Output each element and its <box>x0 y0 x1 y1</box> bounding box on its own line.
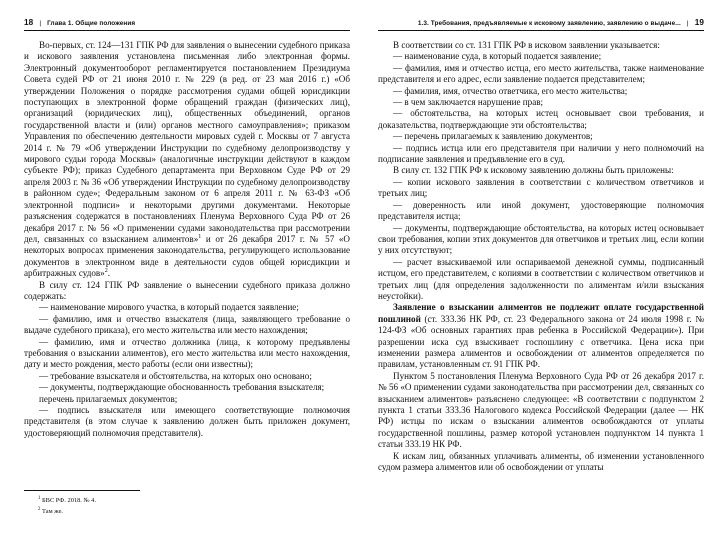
list-item: — требование взыскателя и обстоятельства, на которых оно основано; <box>39 370 312 381</box>
paragraph: Во-первых, ст. 124—131 ГПК РФ для заявления о вынесении судебного приказа и искового заявления установлена письменная либо электронная формы. Электронный документооборот регламентируется постановлением Президиума Совета судей РФ от 21 июня 2010 г. № 229 (в ред. от 23 мая 2016 г.) «Об утверждении Положения о порядке рассмотрения судами общей юрисдикции поступающих в электронной форме обращений граждан (физических лиц), организаций (юридических лиц), общественных объединений, органов государственной власти и (или) органов местного самоуправления»; приказом Управления по обеспечению деятельности мировых судей г. Москвы от 7 августа 2014 г. № 79 «Об утверждении Инструкции по судебному делопроизводству у мирового судьи города Москвы» (аналогичные инструкции действуют в каждом субъекте РФ); приказ Судебного департамента при Верховном Суде РФ от 29 апреля 2003 г. № 36 «Об утверждении Инструкции по судебному делопроизводству в районном суде»; Федеральным законом от 6 апреля 2011 г. № 63-ФЗ «Об электронной подписи» и некоторыми другими документами. Некоторые разъяснения содержатся в постановлениях Пленума Верховного Суда РФ от 26 декабря 2017 г. № 56 «О применении судами законодательства при рассмотрении дел, связанных со взысканием алиментов»$^1$ и от 26 декабря 2017 г. № 57 «О некоторых вопросах применения законодательства, регулирующего использование документов в электронном виде в деятельности судов общей юрисдикции и арбитражных судов»$^2$. <box>24 40 350 279</box>
list-item: — расчет взыскиваемой или оспариваемой денежной суммы, подписанный истцом, его представителем, с копиями в соответствии с количеством ответчиков и третьих лиц (для определения задолженности по алиментам и/или взыскания неустойки). <box>378 256 704 301</box>
list-item: — перечень прилагаемых к заявлению документов; <box>393 131 593 142</box>
footnote-ref-1: 1 <box>198 233 202 240</box>
paragraph: В силу ст. 132 ГПК РФ к исковому заявлению должны быть приложены: <box>393 165 674 176</box>
left-running-head <box>24 18 350 31</box>
left-header-separator: | <box>39 20 42 27</box>
list-item: — документы, подтверждающие обоснованность требования взыскателя; <box>39 382 325 393</box>
list-item: — в чем заключается нарушение прав; <box>393 97 544 108</box>
list-item: — подпись истца или его представителя при наличии у него полномочий на подписание заявления и предъявление его в суд. <box>378 142 704 165</box>
list-item: — копии искового заявления в соответствии с количеством ответчиков и третьих лиц; <box>378 176 704 199</box>
list-item: — фамилию, имя и отчество взыскателя (лица, заявляющего требование о выдаче судебного приказа), его место жительства или место нахождения; <box>24 313 350 336</box>
list-item: — фамилия, имя и отчество истца, его место жительства, также наименование представителя и его адрес, если заявление подается представителем; <box>378 62 704 85</box>
footnote: $^1$ БВС РФ. 2018. № 4. <box>38 495 96 504</box>
bold-lead-in: Заявление о взыскании алиментов не подлежит оплате государственной пошлиной <box>378 302 704 324</box>
list-item: — доверенность или иной документ, удостоверяющие полномочия представителя истца; <box>378 199 704 222</box>
list-item: — наименование суда, в который подается заявление; <box>393 51 602 62</box>
left-body-text <box>24 40 350 439</box>
footnotes-block <box>24 490 324 518</box>
list-item: — наименование мирового участка, в который подается заявление; <box>39 302 299 313</box>
footnote-rule <box>24 490 140 491</box>
left-chapter-title: Глава 1. Общие положения <box>47 20 136 27</box>
paragraph: К искам лиц, обязанных уплачивать алименты, об изменении установленного судом размера алиментов или об освобождении от уплаты <box>378 450 704 473</box>
paragraph: В соответствии со ст. 131 ГПК РФ в исковом заявлении указывается: <box>393 40 660 50</box>
right-section-title: 1.3. Требования, предъявляемые к исковому заявлению, заявлению о выдаче... <box>417 20 681 27</box>
list-item: перечень прилагаемых документов; <box>39 393 178 404</box>
footnote-marker: 2 <box>38 506 41 512</box>
footnote-ref-2: 2 <box>104 268 108 275</box>
list-item: — обстоятельства, на которых истец основывает свои требования, и доказательства, подтверждающие эти обстоятельства; <box>378 108 704 130</box>
list-item: — фамилию, имя и отчество должника (лица, к которому предъявлены требования о взыскании алиментов), его место жительства или место нахождения, дату и место рождения, место работы (если они известны); <box>24 336 350 370</box>
list-item: — документы, подтверждающие обстоятельства, на которых истец основывает свои требования, копии этих документов для ответчиков и третьих лиц, если копии у них отсутствуют; <box>378 222 704 256</box>
right-folio: 19 <box>694 18 704 27</box>
footnote: $^2$ Там же. <box>38 506 64 515</box>
left-folio: 18 <box>24 18 34 27</box>
footnote-marker: 1 <box>38 495 41 501</box>
right-page <box>364 0 728 540</box>
right-body-text <box>378 40 704 473</box>
paragraph: В силу ст. 124 ГПК РФ заявление о вынесении судебного приказа должно содержать: <box>24 279 350 301</box>
paragraph: Пунктом 5 постановления Пленума Верховного Суда РФ от 26 декабря 2017 г. № 56 «О применении судами законодательства при рассмотрении дел, связанных со взысканием алиментов» разъяснено следующее: «В соответствии с подпунктом 2 пункта 1 статьи 333.36 Налогового кодекса Российской Федерации (далее — НК РФ) истцы по искам о взыскании алиментов освобождаются от уплаты государственной пошлины, размер которой установлен подпунктом 14 пункта 1 статьи 333.19 НК РФ. <box>378 370 704 450</box>
list-item: — фамилия, имя, отчество ответчика, его место жительства; <box>393 85 628 96</box>
list-item: — подпись взыскателя или имеющего соответствующие полномочия представителя (в этом случае к заявлению должен быть приложен документ, удостоверяющий полномочия представителя). <box>24 405 350 438</box>
paragraph-emphasis: Заявление о взыскании алиментов не подлежит оплате государственной пошлиной (ст. 333.36 НК РФ, ст. 23 Федерального закона от 24 июля 1998 г. № 124-ФЗ «Об основных гарантиях прав ребенка в Российской Федерации»). При разрешении иска суд взыскивает госпошлину с ответчика. Цена иска при изменении размера алиментов и освобождении от алиментов определяется по правилам, установленным ст. 91 ГПК РФ. <box>378 302 704 370</box>
right-running-head <box>378 18 704 31</box>
right-header-separator: | <box>686 20 689 27</box>
